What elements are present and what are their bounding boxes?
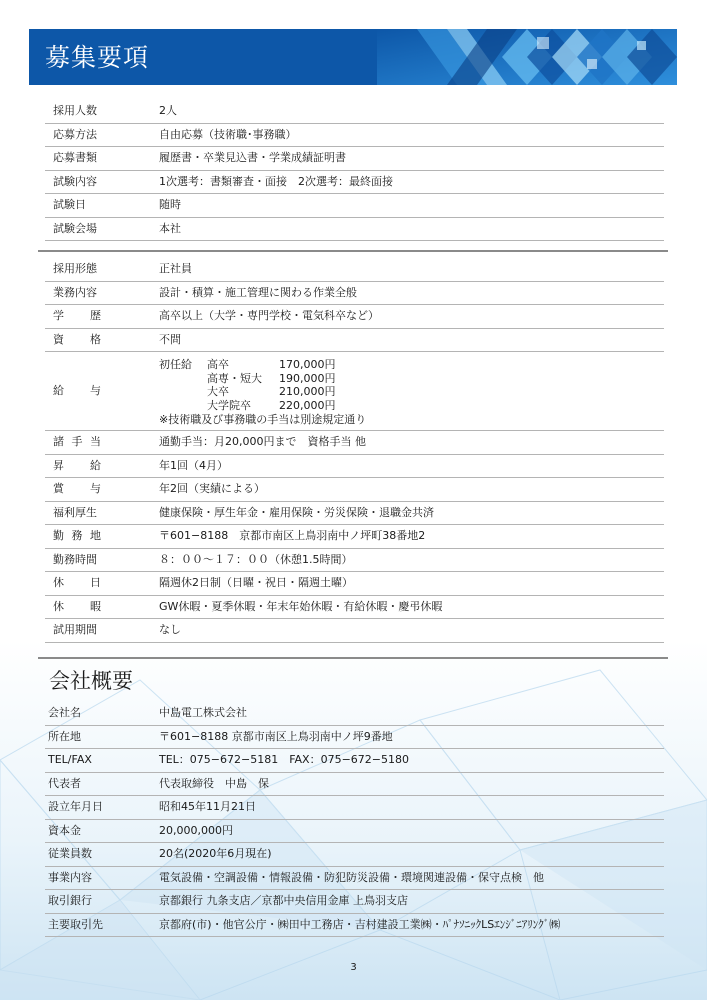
table-row [45,124,664,148]
table-row [45,749,664,773]
row-label: 取引銀行 [48,894,92,907]
page-number: 3 [350,962,357,973]
page-title: 募集要項 [45,43,150,72]
table-row [45,619,664,643]
salary-amount: 190,000円 [279,371,336,385]
row-value: 不問 [159,332,181,346]
row-label: 給与 [53,384,101,397]
row-label: 採用人数 [53,104,97,117]
table-row [45,549,664,573]
row-label: 所在地 [48,729,81,743]
row-value: 〒601−8188 京都市南区上鳥羽南中ノ坪9番地 [159,729,393,743]
row-value: 高卒以上（大学・専門学校・電気科卒など） [159,309,379,322]
table-row [45,914,664,938]
row-label: 資格 [53,332,101,346]
table-row [45,820,664,844]
conditions-table [45,258,664,643]
row-value: 履歴書・卒業見込書・学業成績証明書 [159,151,346,164]
row-value: 随時 [159,198,181,211]
row-value: 20,000,000円 [159,823,233,837]
table-row [45,843,664,867]
row-value: なし [159,623,181,636]
row-label: 応募方法 [53,127,97,141]
table-row [45,572,664,596]
table-row [45,100,664,124]
row-value: 年2回（実績による） [159,482,265,495]
salary-level: 大卒 [207,385,229,399]
table-row [45,525,664,549]
table-row [45,305,664,329]
row-label: 設立年月日 [48,800,103,813]
row-label: 賞与 [53,482,101,495]
table-row [45,773,664,797]
recruitment-table [45,100,664,241]
row-label: 主要取引先 [48,917,103,931]
table-row [45,502,664,526]
row-value: 通勤手当：月20,000円まで 資格手当 他 [159,435,366,448]
table-row [45,596,664,620]
salary-prefix: 初任給 [159,358,192,371]
row-label: 休暇 [53,599,101,613]
row-label: 事業内容 [48,870,92,884]
row-label: 学歴 [53,309,101,322]
table-row [45,282,664,306]
salary-level: 大学院卒 [207,399,251,413]
row-label: 試験会場 [53,221,97,235]
table-row [45,194,664,218]
table-row [45,726,664,750]
row-label: 試験日 [53,198,86,211]
row-label: 従業員数 [48,847,92,860]
row-label: 諸手当 [53,435,101,448]
table-row [45,431,664,455]
section-header [29,29,677,85]
table-row [45,258,664,282]
header-decoration [377,29,677,85]
row-value: 1次選考：書類審査・面接 2次選考：最終面接 [159,174,393,188]
salary-row [45,352,664,431]
row-value: ８：００～１７：００（休憩1.5時間） [159,552,353,566]
table-row [45,329,664,353]
row-label: 資本金 [48,823,81,837]
overview-title: 会社概要 [49,669,133,693]
company-overview-table [45,702,664,937]
row-value: 京都銀行 九条支店／京都中央信用金庫 上鳥羽支店 [159,894,408,907]
row-label: TEL/FAX [48,753,92,766]
row-label: 休日 [53,576,101,589]
row-label: 代表者 [48,776,81,790]
table-row [45,890,664,914]
row-value: 本社 [159,221,181,235]
salary-amount: 170,000円 [279,358,336,371]
row-label: 福利厚生 [53,505,97,519]
table-row [45,455,664,479]
row-label: 昇給 [53,458,101,472]
row-value: 昭和45年11月21日 [159,800,256,813]
row-value: 20名(2020年6月現在) [159,847,272,860]
row-label: 業務内容 [53,285,97,299]
salary-amount: 210,000円 [279,385,336,399]
row-value: 2人 [159,104,177,117]
salary-level: 高専・短大 [207,371,262,385]
row-label: 応募書類 [53,151,97,164]
row-value: 隔週休2日制（日曜・祝日・隔週土曜） [159,576,353,589]
salary-note: ※技術職及び事務職の手当は別途規定通り [159,412,367,426]
section-divider [38,250,668,252]
row-value: 年1回（4月） [159,458,228,472]
table-row [45,218,664,242]
table-row [45,478,664,502]
row-value: 電気設備・空調設備・情報設備・防犯防災設備・環境関連設備・保守点検 他 [159,870,544,884]
table-row [45,796,664,820]
table-row [45,867,664,891]
row-value: 〒601−8188 京都市南区上鳥羽南中ノ坪町38番地2 [159,529,426,542]
row-value: TEL：075−672−5181 FAX：075−672−5180 [159,753,410,766]
row-label: 試用期間 [53,623,97,636]
row-value: 正社員 [159,262,192,275]
row-value: 京都府(市)・他官公庁・㈱田中工務店・吉村建設工業㈱・ﾊﾟﾅｿﾆｯｸLSｴﾝｼﾞﾆｱﾘﾝｸﾞ㈱ [159,917,561,931]
row-value: 自由応募（技術職･事務職） [159,127,297,141]
row-label: 採用形態 [53,262,97,275]
row-value: 代表取締役 中島 保 [159,776,269,790]
salary-amount: 220,000円 [279,399,336,413]
row-label: 勤務地 [53,529,101,542]
row-label: 試験内容 [53,174,97,188]
section-divider [38,657,668,659]
table-row [45,147,664,171]
row-value: 健康保険・厚生年金・雇用保険・労災保険・退職金共済 [159,505,434,519]
row-value: GW休暇・夏季休暇・年末年始休暇・有給休暇・慶弔休暇 [159,599,443,613]
table-row [45,702,664,726]
salary-level: 高卒 [207,358,229,371]
table-row [45,171,664,195]
row-label: 会社名 [48,706,81,719]
row-value: 中島電工株式会社 [159,706,247,719]
row-label: 勤務時間 [53,552,97,566]
row-value: 設計・積算・施工管理に関わる作業全般 [159,285,357,299]
